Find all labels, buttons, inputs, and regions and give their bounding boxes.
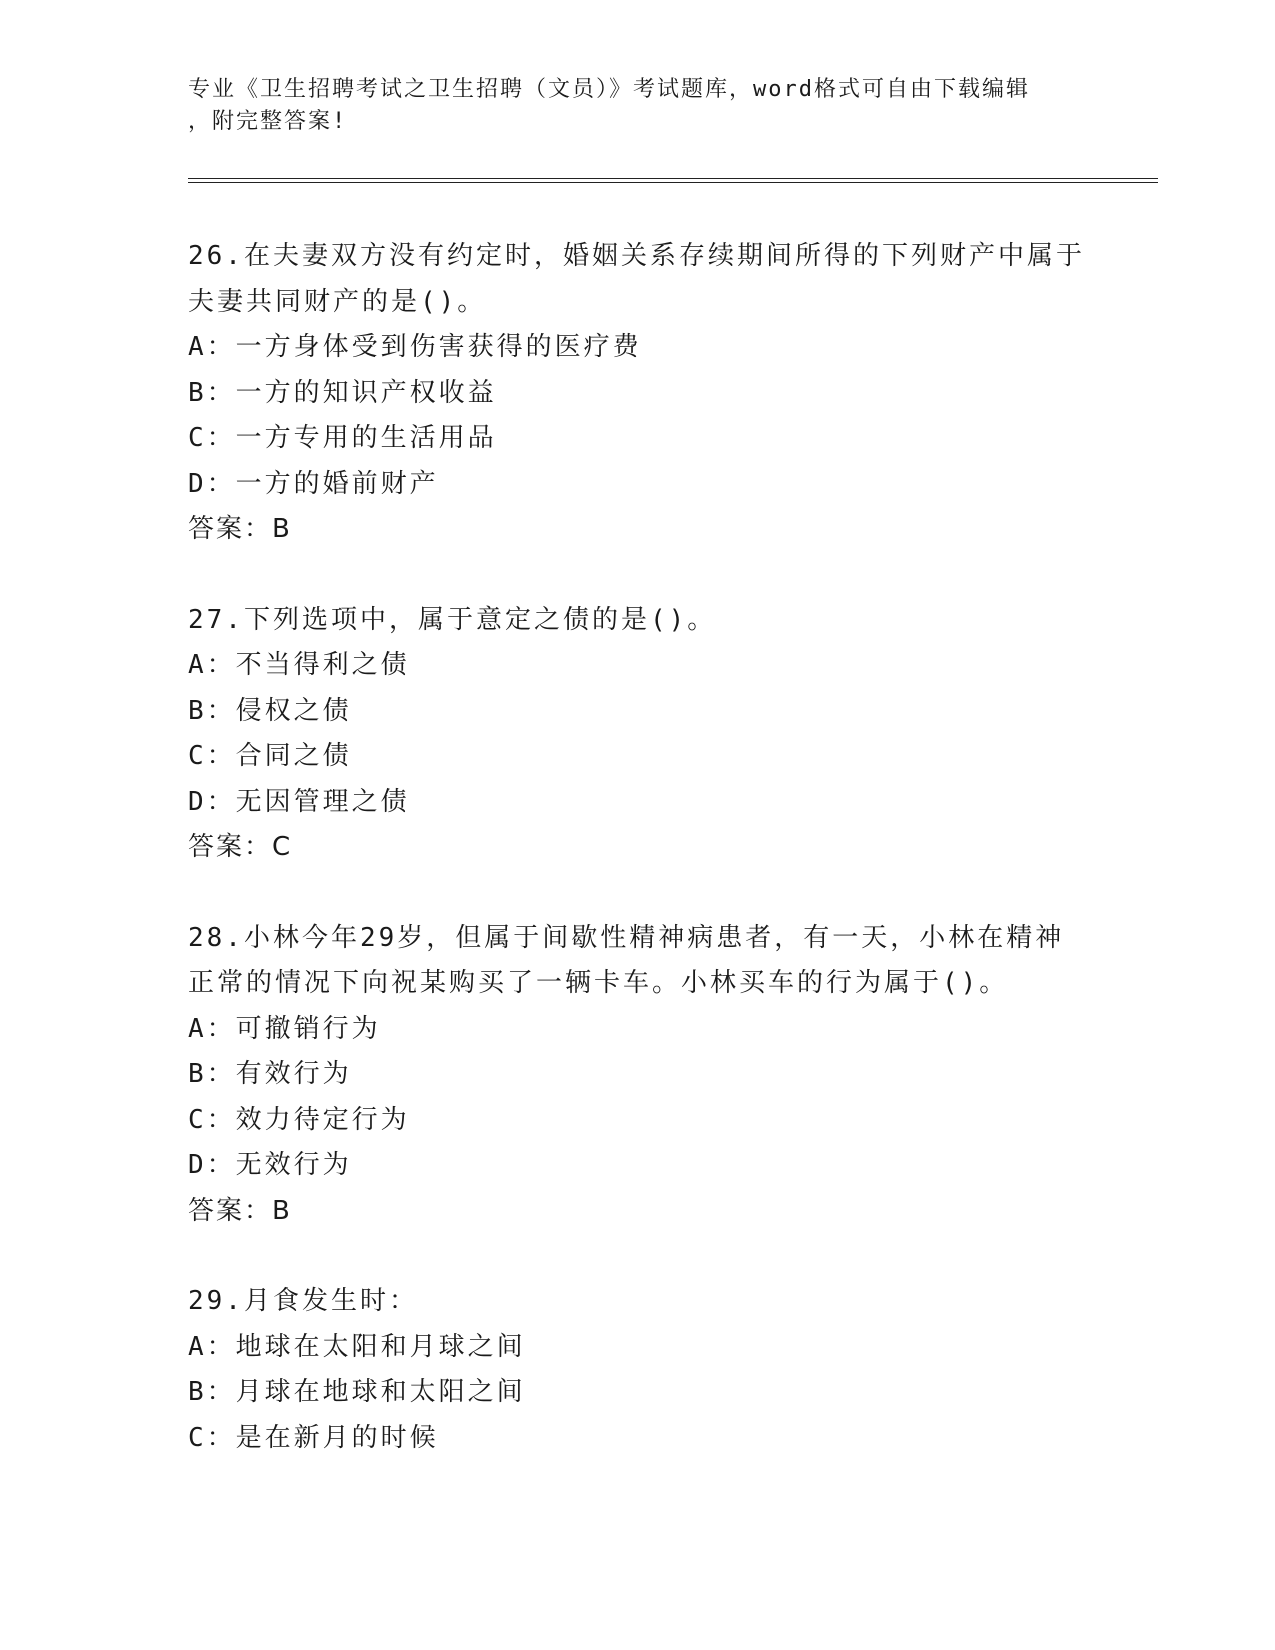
question-text-line: 夫妻共同财产的是()。: [188, 286, 487, 317]
option-a: A：一方身体受到伤害获得的医疗费: [188, 332, 642, 362]
header-line-1: 专业《卫生招聘考试之卫生招聘（文员）》考试题库，word格式可自由下载编辑: [188, 77, 1030, 102]
option-d: D：无因管理之债: [188, 786, 410, 817]
header-divider: [188, 178, 1158, 183]
option-d: D：无效行为: [188, 1150, 352, 1180]
answer-line: 答案：B: [188, 1195, 292, 1226]
option-c: C：是在新月的时候: [188, 1422, 439, 1453]
option-b: B：月球在地球和太阳之间: [188, 1377, 526, 1407]
option-a: A：地球在太阳和月球之间: [188, 1331, 526, 1362]
question-text-line: 26.在夫妻双方没有约定时，婚姻关系存续期间所得的下列财产中属于: [188, 241, 1085, 271]
option-c: C：一方专用的生活用品: [188, 423, 497, 453]
question-26: [188, 234, 1088, 553]
question-text-line: 27.下列选项中，属于意定之债的是()。: [188, 604, 717, 635]
question-text-line: 28.小林今年29岁，但属于间歇性精神病患者，有一天，小林在精神: [188, 922, 1065, 953]
question-text-line: 29.月食发生时：: [188, 1286, 418, 1316]
answer-line: 答案：C: [188, 832, 293, 862]
header-line-2: ，附完整答案!: [188, 109, 348, 134]
answer-line: 答案：B: [188, 514, 292, 544]
document-header: [188, 74, 1068, 138]
question-text-line: 正常的情况下向祝某购买了一辆卡车。小林买车的行为属于()。: [188, 968, 1009, 998]
option-b: B：侵权之债: [188, 695, 352, 726]
question-28: [188, 916, 1088, 1235]
option-b: B：有效行为: [188, 1059, 352, 1089]
option-a: A：不当得利之债: [188, 650, 410, 680]
question-list: [188, 234, 1088, 1506]
option-b: B：一方的知识产权收益: [188, 377, 497, 408]
option-c: C：效力待定行为: [188, 1104, 410, 1135]
option-d: D：一方的婚前财产: [188, 468, 439, 499]
question-29: [188, 1279, 1088, 1461]
question-27: [188, 598, 1088, 871]
option-a: A：可撤销行为: [188, 1013, 381, 1044]
option-c: C：合同之债: [188, 741, 352, 771]
